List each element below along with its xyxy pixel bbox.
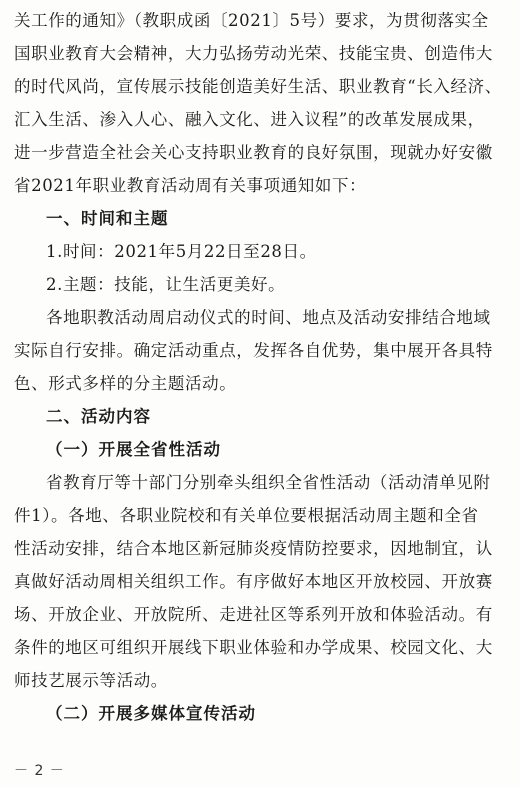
- theme-item: 2.主题：技能，让生活更美好。: [46, 275, 286, 294]
- body-line: 场、开放企业、开放院所、走进社区等系列开放和体验活动。有: [14, 605, 493, 624]
- body-line: 进一步营造全社会关心支持职业教育的良好氛围，现就办好安徽: [14, 143, 493, 162]
- time-item: 1.时间：2021年5月22日至28日。: [46, 242, 317, 261]
- body-line: 真做好活动周相关组织工作。有序做好本地区开放校园、开放赛: [14, 572, 493, 591]
- subsection-heading: （一）开展全省性活动: [46, 440, 221, 459]
- body-line: 省2021年职业教育活动周有关事项通知如下：: [14, 176, 367, 195]
- body-line: 师技艺展示等活动。: [14, 671, 168, 690]
- body-line: 汇入生活、渗入人心、融入文化、进入议程”的改革发展成果，: [14, 110, 485, 129]
- body-line: 各地职教活动周启动仪式的时间、地点及活动安排结合地域: [46, 308, 491, 327]
- body-line: 国职业教育大会精神，大力弘扬劳动光荣、技能宝贵、创造伟大: [14, 44, 493, 63]
- subsection-heading: （二）开展多媒体宣传活动: [46, 704, 256, 723]
- body-line: 件1）。各地、各职业院校和有关单位要根据活动周主题和全省: [14, 506, 479, 525]
- body-line: 关工作的通知》（教职成函〔2021〕5号）要求，为贯彻落实全: [14, 11, 489, 30]
- page-number: － 2 －: [14, 763, 65, 779]
- body-line: 性活动安排，结合本地区新冠肺炎疫情防控要求，因地制宜，认: [14, 539, 493, 558]
- section-heading: 一、时间和主题: [46, 209, 169, 228]
- body-line: 色、形式多样的分主题活动。: [14, 374, 237, 393]
- body-line: 省教育厅等十部门分别牵头组织全省性活动（活动清单见附: [46, 473, 491, 492]
- body-line: 条件的地区可组织开展线下职业体验和办学成果、校园文化、大: [14, 638, 493, 657]
- body-line: 的时代风尚，宣传展示技能创造美好生活、职业教育“长入经济、: [14, 77, 502, 96]
- section-heading: 二、活动内容: [46, 407, 151, 426]
- body-line: 实际自行安排。确定活动重点，发挥各自优势，集中展开各具特: [14, 341, 493, 360]
